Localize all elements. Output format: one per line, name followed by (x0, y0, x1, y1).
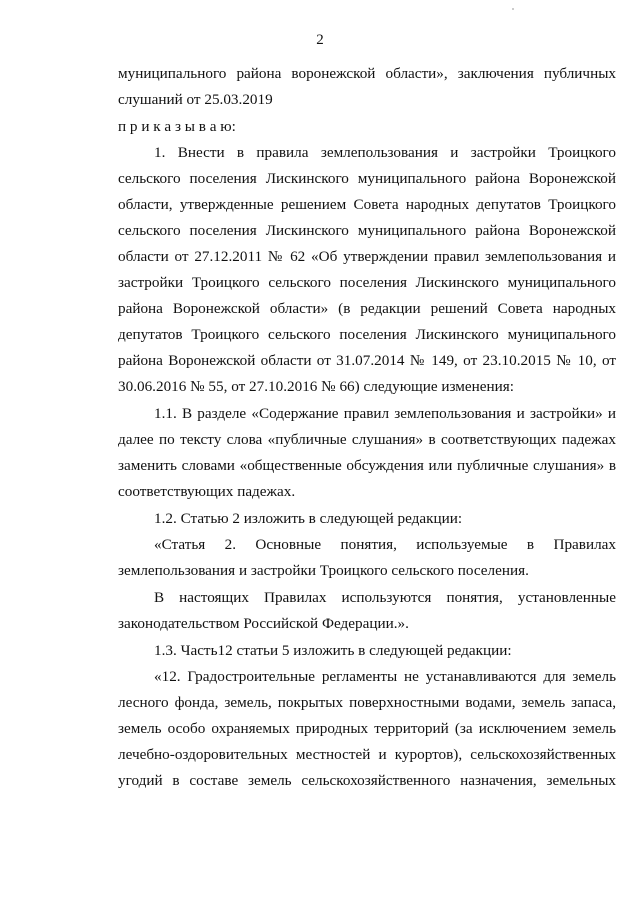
text-line: лечебно-оздоровительных местностей и курортов), сельскохозяйственных (118, 746, 616, 763)
paragraph-1-3: 1.3. Часть12 статьи 5 изложить в следующей редакции: (154, 642, 512, 659)
part-12-start: «12. Градостроительные регламенты не устанавливаются для земель (154, 668, 616, 685)
text-line: законодательством Российской Федерации.». (118, 615, 409, 632)
scan-speck (512, 8, 514, 10)
text-line: области, утвержденные решением Совета народных депутатов Троицкого (118, 196, 616, 213)
page-number: 2 (316, 32, 324, 48)
article-2-title: «Статья 2. Основные понятия, используемые в Правилах (154, 536, 616, 553)
text-line: заменить словами «общественные обсуждения или публичные слушания» в (118, 457, 616, 474)
paragraph-1-2: 1.2. Статью 2 изложить в следующей редакции: (154, 510, 463, 527)
text-line: застройки Троицкого сельского поселения Лискинского муниципального (118, 274, 616, 291)
text-line: соответствующих падежах. (118, 483, 296, 500)
text-line: района Воронежской области» (в редакции решений Совета народных (118, 300, 616, 317)
article-2-text: В настоящих Правилах используются понятия, установленные (154, 589, 616, 606)
text-line: 30.06.2016 № 55, от 27.10.2016 № 66) следующие изменения: (118, 378, 514, 395)
text-line: муниципального района воронежской области», заключения публичных (118, 65, 616, 82)
text-line: угодий в составе земель сельскохозяйственного назначения, земельных (118, 772, 616, 789)
text-line: района Воронежской области от 31.07.2014 № 149, от 23.10.2015 № 10, от (118, 352, 616, 369)
text-line: лесного фонда, земель, покрытых поверхностными водами, земель запаса, (118, 694, 616, 711)
paragraph-1-start: 1. Внести в правила землепользования и застройки Троицкого (154, 144, 616, 161)
text-line: депутатов Троицкого сельского поселения Лискинского муниципального (118, 326, 616, 343)
paragraph-1-1-start: 1.1. В разделе «Содержание правил землепользования и застройки» и (154, 405, 616, 422)
order-word: п р и к а з ы в а ю: (118, 118, 236, 135)
text-line: сельского поселения Лискинского муниципального района Воронежской (118, 222, 616, 239)
text-line: земель особо охраняемых природных территорий (за исключением земель (118, 720, 616, 737)
text-line: далее по тексту слова «публичные слушания» в соответствующих падежах (118, 431, 616, 448)
text-line: землепользования и застройки Троицкого сельского поселения. (118, 562, 529, 579)
text-line: слушаний от 25.03.2019 (118, 91, 273, 108)
text-line: области от 27.12.2011 № 62 «Об утверждении правил землепользования и (118, 248, 616, 265)
text-line: сельского поселения Лискинского муниципального района Воронежской (118, 170, 616, 187)
